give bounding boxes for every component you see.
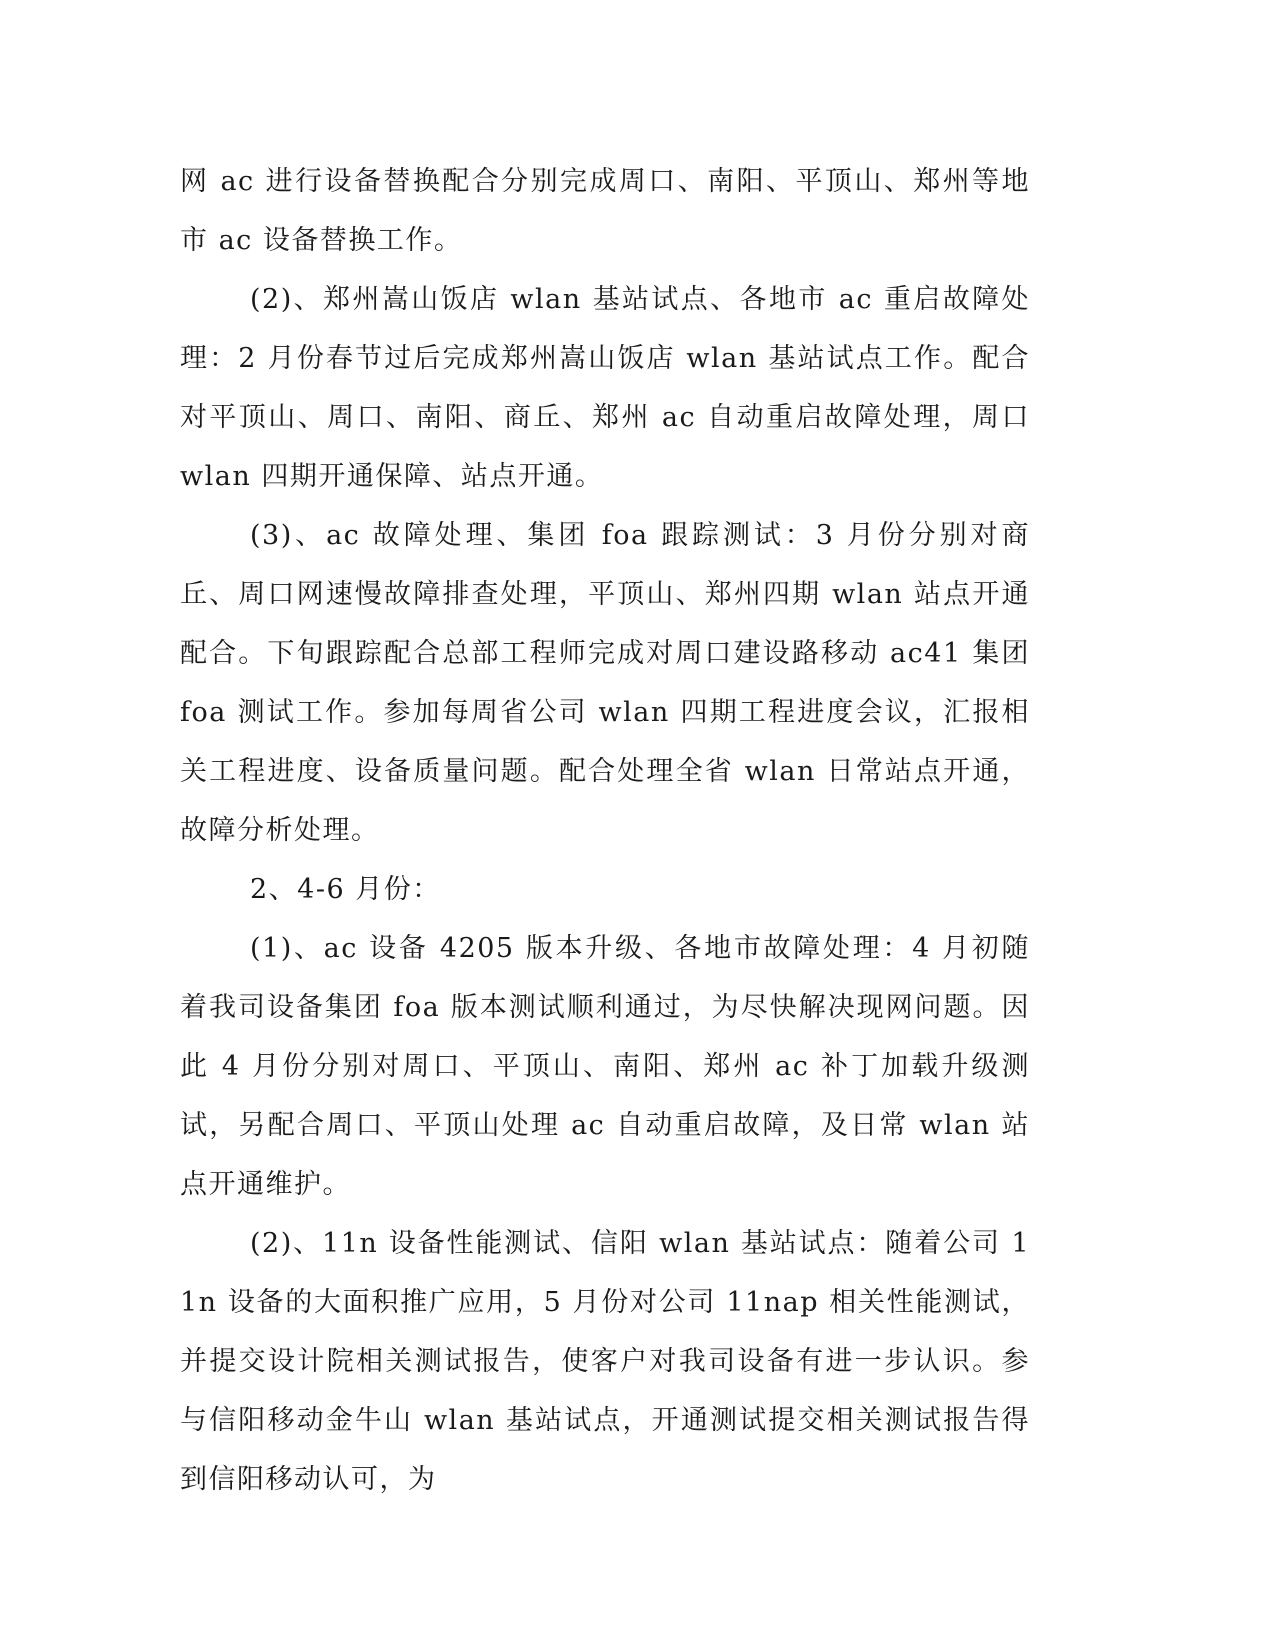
document-body [180, 152, 1030, 1509]
paragraph-item-2-zhengzhou: (2)、郑州嵩山饭店 wlan 基站试点、各地市 ac 重启故障处理：2 月份春节过后完成郑州嵩山饭店 wlan 基站试点工作。配合对平顶山、周口、南阳、商丘、郑州 ac 自动重启故障处理，周口 wlan 四期开通保障、站点开通。 [180, 284, 1030, 492]
paragraph-item-1-ac-upgrade: (1)、ac 设备 4205 版本升级、各地市故障处理：4 月初随着我司设备集团 foa 版本测试顺利通过，为尽快解决现网问题。因此 4 月份分别对周口、平顶山、南阳、郑州 ac 补丁加载升级测试，另配合周口、平顶山处理 ac 自动重启故障，及日常 wlan 站点开通维护。 [180, 933, 1030, 1200]
paragraph-item-3-ac-fault: (3)、ac 故障处理、集团 foa 跟踪测试：3 月份分别对商丘、周口网速慢故障排查处理，平顶山、郑州四期 wlan 站点开通配合。下旬跟踪配合总部工程师完成对周口建设路移动 ac41 集团 foa 测试工作。参加每周省公司 wlan 四期工程进度会议，汇报相关工程进度、设备质量问题。配合处理全省 wlan 日常站点开通，故障分析处理。 [180, 520, 1030, 846]
section-heading-april-june: 2、4-6 月份： [250, 874, 441, 905]
paragraph-continuation: 网 ac 进行设备替换配合分别完成周口、南阳、平顶山、郑州等地市 ac 设备替换工作。 [180, 166, 1030, 256]
paragraph-item-2-11n-test: (2)、11n 设备性能测试、信阳 wlan 基站试点：随着公司 11n 设备的大面积推广应用，5 月份对公司 11nap 相关性能测试，并提交设计院相关测试报告，使客户对我司设备有进一步认识。参与信阳移动金牛山 wlan 基站试点，开通测试提交相关测试报告得到信阳移动认可，为 [180, 1228, 1030, 1495]
